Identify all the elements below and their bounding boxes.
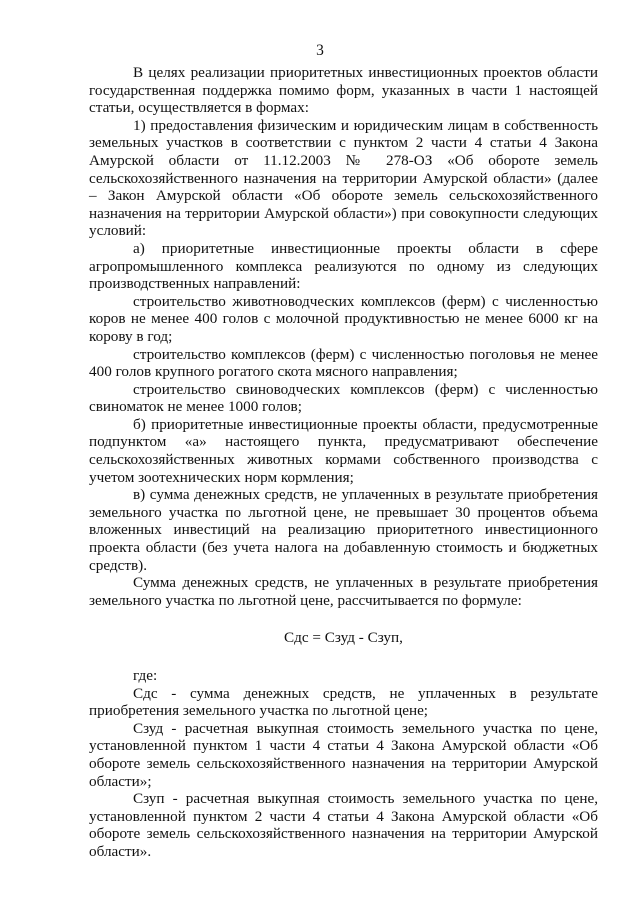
paragraph-subitem-a: а) приоритетные инвестиционные проекты области в сфере агропромышленного комплекса реализуются по одному из следующих производственных направлений: — [89, 239, 598, 293]
paragraph-direction-dairy: строительство животноводческих комплексов (ферм) с численностью коров не менее 400 голов с молочной продуктивностью не менее 6000 кг на корову в год; — [89, 292, 598, 345]
page-number: 3 — [316, 42, 324, 59]
document-body — [89, 64, 598, 861]
paragraph-subitem-v: в) сумма денежных средств, не уплаченных в результате приобретения земельного участка по льготной цене, не превышает 30 процентов объема вложенных инвестиций на реализацию приоритетного инвестиционного проекта области (без учета налога на добавленную стоимость и бюджетных средств). — [89, 486, 598, 574]
paragraph-subitem-b: б) приоритетные инвестиционные проекты области, предусмотренные подпунктом «а» настоящего пункта, предусматривают обеспечение сельскохозяйственных животных кормами собственного производства с учетом зоотехнических норм кормления; — [89, 415, 598, 486]
where-label: где: — [133, 667, 158, 684]
formula: Сдс = Сзуд - Сзуп, — [284, 629, 403, 647]
definition-szud: Сзуд - расчетная выкупная стоимость земельного участка по цене, установленной пунктом 1 части 4 статьи 4 Закона Амурской области «Об обороте земель сельскохозяйственного назначения на территории Амурской области»; — [89, 719, 598, 790]
paragraph-direction-pig: строительство свиноводческих комплексов (ферм) с численностью свиноматок не менее 1000 голов; — [89, 380, 598, 416]
paragraph-formula-intro: Сумма денежных средств, не уплаченных в результате приобретения земельного участка по льготной цене, рассчитывается по формуле: — [89, 574, 598, 609]
paragraph-intro: В целях реализации приоритетных инвестиционных проектов области государственная поддержка помимо форм, указанных в части 1 настоящей статьи, осуществляется в формах: — [89, 64, 598, 117]
paragraph-direction-beef: строительство комплексов (ферм) с численностью поголовья не менее 400 голов крупного рогатого скота мясного направления; — [89, 345, 598, 381]
paragraph-item-1: 1) предоставления физическим и юридическим лицам в собственность земельных участков в соответствии с пунктом 2 части 4 статьи 4 Закона Амурской области от 11.12.2003 № 278-ОЗ «Об обороте земель сельскохозяйственного назначения на территории Амурской области» (далее – Закон Амурской области «Об обороте земель сельскохозяйственного назначения на территории Амурской области») при совокупности следующих условий: — [89, 116, 598, 240]
definition-szup: Сзуп - расчетная выкупная стоимость земельного участка по цене, установленной пунктом 2 части 4 статьи 4 Закона Амурской области «Об обороте земель сельскохозяйственного назначения на территории Амурской области». — [89, 790, 598, 860]
definition-sds: Сдс - сумма денежных средств, не уплаченных в результате приобретения земельного участка по льготной цене; — [89, 684, 598, 720]
